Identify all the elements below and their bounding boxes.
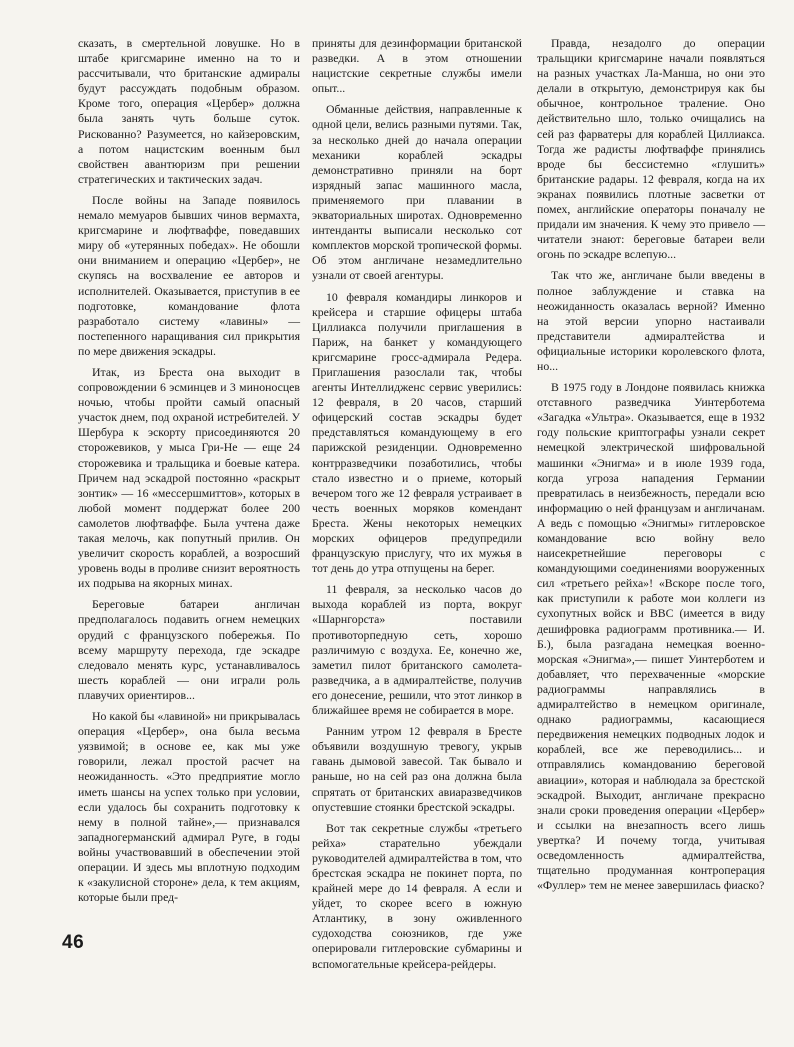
paragraph: Итак, из Бреста она выходит в сопровождении 6 эсминцев и 3 миноносцев ночью, чтобы пройти самый опасный участок днем, под охраной истребителей. У Шербура к эскорту присоединяются 20 сторожевиков, у мыса Гри-Не — еще 24 сторожевика и тральщика и боевые катера. Причем над эскадрой постоянно «раскрыт зонтик» — 16 «мессершмиттов», которых в любой момент поддержат более 200 самолетов люфтваффе. Была учтена даже такая мелочь, как попутный прилив. Он увеличит скорость кораблей, а возросший уровень воды в проливе снизит вероятность их подрыва на якорных минах. bbox=[78, 364, 300, 591]
paragraph: В 1975 году в Лондоне появилась книжка отставного разведчика Уинтерботема «Загадка «Ультра». Оказывается, еще в 1932 году польские криптографы узнали секрет немецкой электрической шифровальной машинки «Энигма» и в июле 1939 года, когда угроза нападения Германии превратилась в неизбежность, передали всю информацию о ней французам и англичанам. А ведь с помощью «Энигмы» гитлеровское командование всю войну вело наисекретнейшие переговоры с командующими соединениями вооруженных сил «третьего рейха»! «Вскоре после того, как приступили к работе мои коллеги из сухопутных войск и ВВС (имеется в виду дешифровка радиограмм противника.— И. Б.), была разгадана немецкая военно-морская «Энигма»,— пишет Уинтерботем и добавляет, что перехваченные «морские радиограммы направлялись в адмиралтейство в немецком оригинале, однако радиограммы, касающиеся передвижения немецких подводных лодок и кораблей, все же переводились... и отправлялись командованию береговой авиации», которая и наблюдала за брестской эскадрой. Выходит, англичане прекрасно знали сроки проведения операции «Цербер» и ссылки на внезапность всего лишь увертка? И почему тогда, учитывая осведомленность адмиралтейства, тщательно продуманная контроперация «Фуллер» тем не менее завершилась фиаско? bbox=[537, 380, 765, 893]
page-number: 46 bbox=[62, 932, 85, 953]
paragraph: Обманные действия, направленные к одной цели, велись разными путями. Так, за несколько дней до начала операции механики кораблей эскадры демонстративно приняли на борт изрядный запас машинного масла, применяемого при плавании в экваториальных широтах. Одновременно интенданты выписали несколько сот комплектов морской тропической формы. Об этом англичане незамедлительно узнали от своей агентуры. bbox=[312, 102, 522, 283]
text-column-2 bbox=[312, 36, 522, 978]
paragraph: 10 февраля командиры линкоров и крейсера и старшие офицеры штаба Циллиакса получили приглашения в Париж, на банкет у командующего кригсмарине гросс-адмирала Редера. Приглашения разослали так, чтобы агенты Интеллидженс сервис уверились: 12 февраля, в 20 часов, старший офицерский состав эскадры будет представляться командующему в его парижской резиденции. Одновременно контрразведчики позаботились, чтобы стало известно и о приеме, который вечером того же 12 февраля устраивает в честь военных моряков комендант Бреста. Жены некоторых немецких морских офицеров предупредили французскую прислугу, что их мужья в тот день до утра отпущены на берег. bbox=[312, 289, 522, 576]
paragraph: Ранним утром 12 февраля в Бресте объявили воздушную тревогу, укрыв гавань дымовой завесой. Так бывало и раньше, но на сей раз она должна была спрятать от британских авиаразведчиков опустевшие стоянки брестской эскадры. bbox=[312, 724, 522, 814]
text-column-3 bbox=[537, 36, 765, 899]
paragraph: 11 февраля, за несколько часов до выхода кораблей из порта, вокруг «Шарнгорста» поставили противоторпедную сеть, хорошо различимую с воздуха. Ее, конечно же, заметил пилот британского самолета-разведчика, а в адмиралтействе, получив его донесение, решили, что этот линкор в ближайшее время не собирается в море. bbox=[312, 582, 522, 718]
paragraph: сказать, в смертельной ловушке. Но в штабе кригсмарине именно на то и рассчитывали, что британские адмиралы будут рассуждать подобным образом. Кроме того, операция «Цербер» должна была занять чуть больше суток. Рискованно? Разумеется, но кайзеровским, а потом нацистским военным был свойствен авантюризм при решении стратегических и тактических задач. bbox=[78, 36, 300, 186]
paragraph: Вот так секретные службы «третьего рейха» старательно убеждали руководителей адмиралтейства в том, что брестская эскадра не покинет порта, по крайней мере до 14 февраля. А если и уйдет, то скорее всего в южную Атлантику, в зону оживленного судоходства союзников, где уже оперировали гитлеровские субмарины и вспомогательные крейсера-рейдеры. bbox=[312, 820, 522, 971]
paragraph: Так что же, англичане были введены в полное заблуждение и ставка на неожиданность оказалась верной? Именно на этой версии упорно настаивали представители адмиралтейства и официальные историки королевского флота, но... bbox=[537, 268, 765, 373]
paragraph: приняты для дезинформации британской разведки. А в этом отношении нацистские секретные службы имели опыт... bbox=[312, 36, 522, 96]
paragraph: Береговые батареи англичан предполагалось подавить огнем немецких орудий с французского побережья. По всему маршруту перехода, где эскадре следовало менять курс, устанавливалось шесть кораблей — они играли роль плавучих ориентиров... bbox=[78, 597, 300, 702]
text-column-1 bbox=[78, 36, 300, 911]
paragraph: Правда, незадолго до операции тральщики кригсмарине начали появляться на разных участках Ла-Манша, но они это делали в открытую, демонстрируя как бы обычное, контрольное траление. Оно действительно шло, только очищались на сей раз фарватеры для кораблей Циллиакса. Тогда же радисты люфтваффе принялись вроде бы бессистемно «глушить» британские радары. 12 февраля, когда на их экранах появились плотные засветки от помех, английские операторы поначалу не придали им значения. К чему это привело — читатели знают: береговые батареи вели огонь по эскадре вслепую... bbox=[537, 36, 765, 262]
paragraph: Но какой бы «лавиной» ни прикрывалась операция «Цербер», она была весьма уязвимой; в основе ее, как мы уже говорили, лежал простой расчет на неожиданность. «Это предприятие могло иметь шансы на успех только при условии, если удалось бы сохранить подготовку к нему в полной тайне»,— признавался западногерманский адмирал Руге, в годы войны участвовавший в обеспечении этой операции. И здесь мы вплотную подходим к «закулисной стороне» дела, к тем акциям, которые были пред- bbox=[78, 709, 300, 905]
paragraph: После войны на Западе появилось немало мемуаров бывших чинов вермахта, кригсмарине и люфтваффе, поведавших миру об «утерянных победах». Не обошли они вниманием и операцию «Цербер», не скупясь на восхваление ее авторов и исполнителей. Оказывается, приступив в ее подготовке, командование флота разработало систему «лавины» — постепенного наращивания сил прикрытия по мере движения эскадры. bbox=[78, 192, 300, 358]
